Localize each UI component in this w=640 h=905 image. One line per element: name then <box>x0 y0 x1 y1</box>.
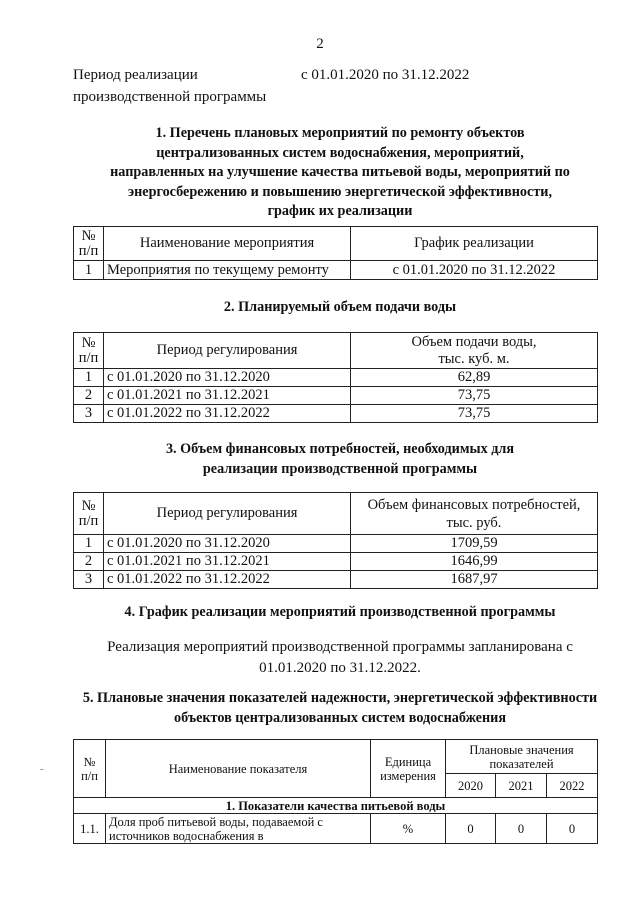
header-cell: Период регулирования <box>104 493 351 535</box>
header-year-cell: 2022 <box>547 774 598 798</box>
table-cell: Доля проб питьевой воды, подаваемой с источников водоснабжения в <box>106 814 371 844</box>
table-header-row <box>74 227 598 261</box>
table-row <box>74 369 598 387</box>
header-cell: Наименование показателя <box>106 740 371 798</box>
table-cell: с 01.01.2020 по 31.12.2020 <box>104 535 351 553</box>
table-row <box>74 535 598 553</box>
table-cell: с 01.01.2022 по 31.12.2022 <box>104 571 351 589</box>
table-cell: 1687,97 <box>351 571 598 589</box>
section4-title: 4. График реализации мероприятий производственной программы <box>124 604 556 620</box>
table-header-row <box>74 740 598 774</box>
section5-table <box>73 739 598 844</box>
table-cell: 1 <box>74 369 104 387</box>
subheader-cell: 1. Показатели качества питьевой воды <box>74 798 598 814</box>
header-cell: Объем подачи воды, тыс. куб. м. <box>351 333 598 369</box>
table-cell: 1.1. <box>74 814 106 844</box>
table-cell: с 01.01.2021 по 31.12.2021 <box>104 387 351 405</box>
table-cell: 0 <box>496 814 547 844</box>
table-row <box>74 405 598 423</box>
table-cell: 0 <box>547 814 598 844</box>
header-cell: Объем финансовых потребностей, тыс. руб. <box>351 493 598 535</box>
header-year-cell: 2020 <box>446 774 496 798</box>
table-cell: 1709,59 <box>351 535 598 553</box>
header-cell: № п/п <box>74 493 104 535</box>
table-cell: 73,75 <box>351 405 598 423</box>
section2-title: 2. Планируемый объем подачи воды <box>223 299 457 315</box>
section5-title: 5. Плановые значения показателей надежности, энергетической эффективности объектов централизованных систем водоснабжения <box>82 690 598 726</box>
table-cell: 1 <box>74 535 104 553</box>
section4-text: Реализация мероприятий производственной программы запланирована с 01.01.2020 по 31.12.2022. <box>107 639 573 676</box>
period-value: с 01.01.2020 по 31.12.2022 <box>301 67 470 83</box>
table-cell: 3 <box>74 571 104 589</box>
header-year-cell: 2021 <box>496 774 547 798</box>
table-cell: с 01.01.2020 по 31.12.2022 <box>351 261 598 280</box>
table-header-row <box>74 493 598 535</box>
section1-table <box>73 226 598 280</box>
table-cell: 3 <box>74 405 104 423</box>
header-cell: № п/п <box>74 227 104 261</box>
header-cell: Наименование мероприятия <box>104 227 351 261</box>
section2-table <box>73 332 598 423</box>
table-cell: 1 <box>74 261 104 280</box>
table-cell: 2 <box>74 553 104 571</box>
table-cell: 62,89 <box>351 369 598 387</box>
table-header-row <box>74 333 598 369</box>
table-row <box>74 387 598 405</box>
header-cell: № п/п <box>74 740 106 798</box>
table-row <box>74 261 598 280</box>
table-cell: 1646,99 <box>351 553 598 571</box>
table-cell: Мероприятия по текущему ремонту <box>104 261 351 280</box>
margin-mark: - <box>40 763 44 775</box>
section1-title: 1. Перечень плановых мероприятий по ремонту объектов централизованных систем водоснабжения, мероприятий, направленных на улучшение качества питьевой воды, мероприятий по энергосбережению и повышению энергетической эффективности, график их реализации <box>110 125 570 219</box>
header-cell: Единица измерения <box>371 740 446 798</box>
page-number: 2 <box>316 36 324 52</box>
table-cell: 73,75 <box>351 387 598 405</box>
table-row <box>74 571 598 589</box>
header-cell: График реализации <box>351 227 598 261</box>
table-cell: с 01.01.2020 по 31.12.2020 <box>104 369 351 387</box>
section3-title: 3. Объем финансовых потребностей, необходимых для реализации производственной программы <box>165 441 515 477</box>
section3-table <box>73 492 598 589</box>
header-cell: Период регулирования <box>104 333 351 369</box>
header-cell: Плановые значения показателей <box>446 740 598 774</box>
table-row <box>74 814 598 844</box>
table-subheader-row <box>74 798 598 814</box>
period-label: Период реализации производственной программы <box>73 67 267 105</box>
table-cell: с 01.01.2022 по 31.12.2022 <box>104 405 351 423</box>
table-cell: 2 <box>74 387 104 405</box>
table-cell: с 01.01.2021 по 31.12.2021 <box>104 553 351 571</box>
table-row <box>74 553 598 571</box>
header-cell: № п/п <box>74 333 104 369</box>
table-cell: % <box>371 814 446 844</box>
table-cell: 0 <box>446 814 496 844</box>
